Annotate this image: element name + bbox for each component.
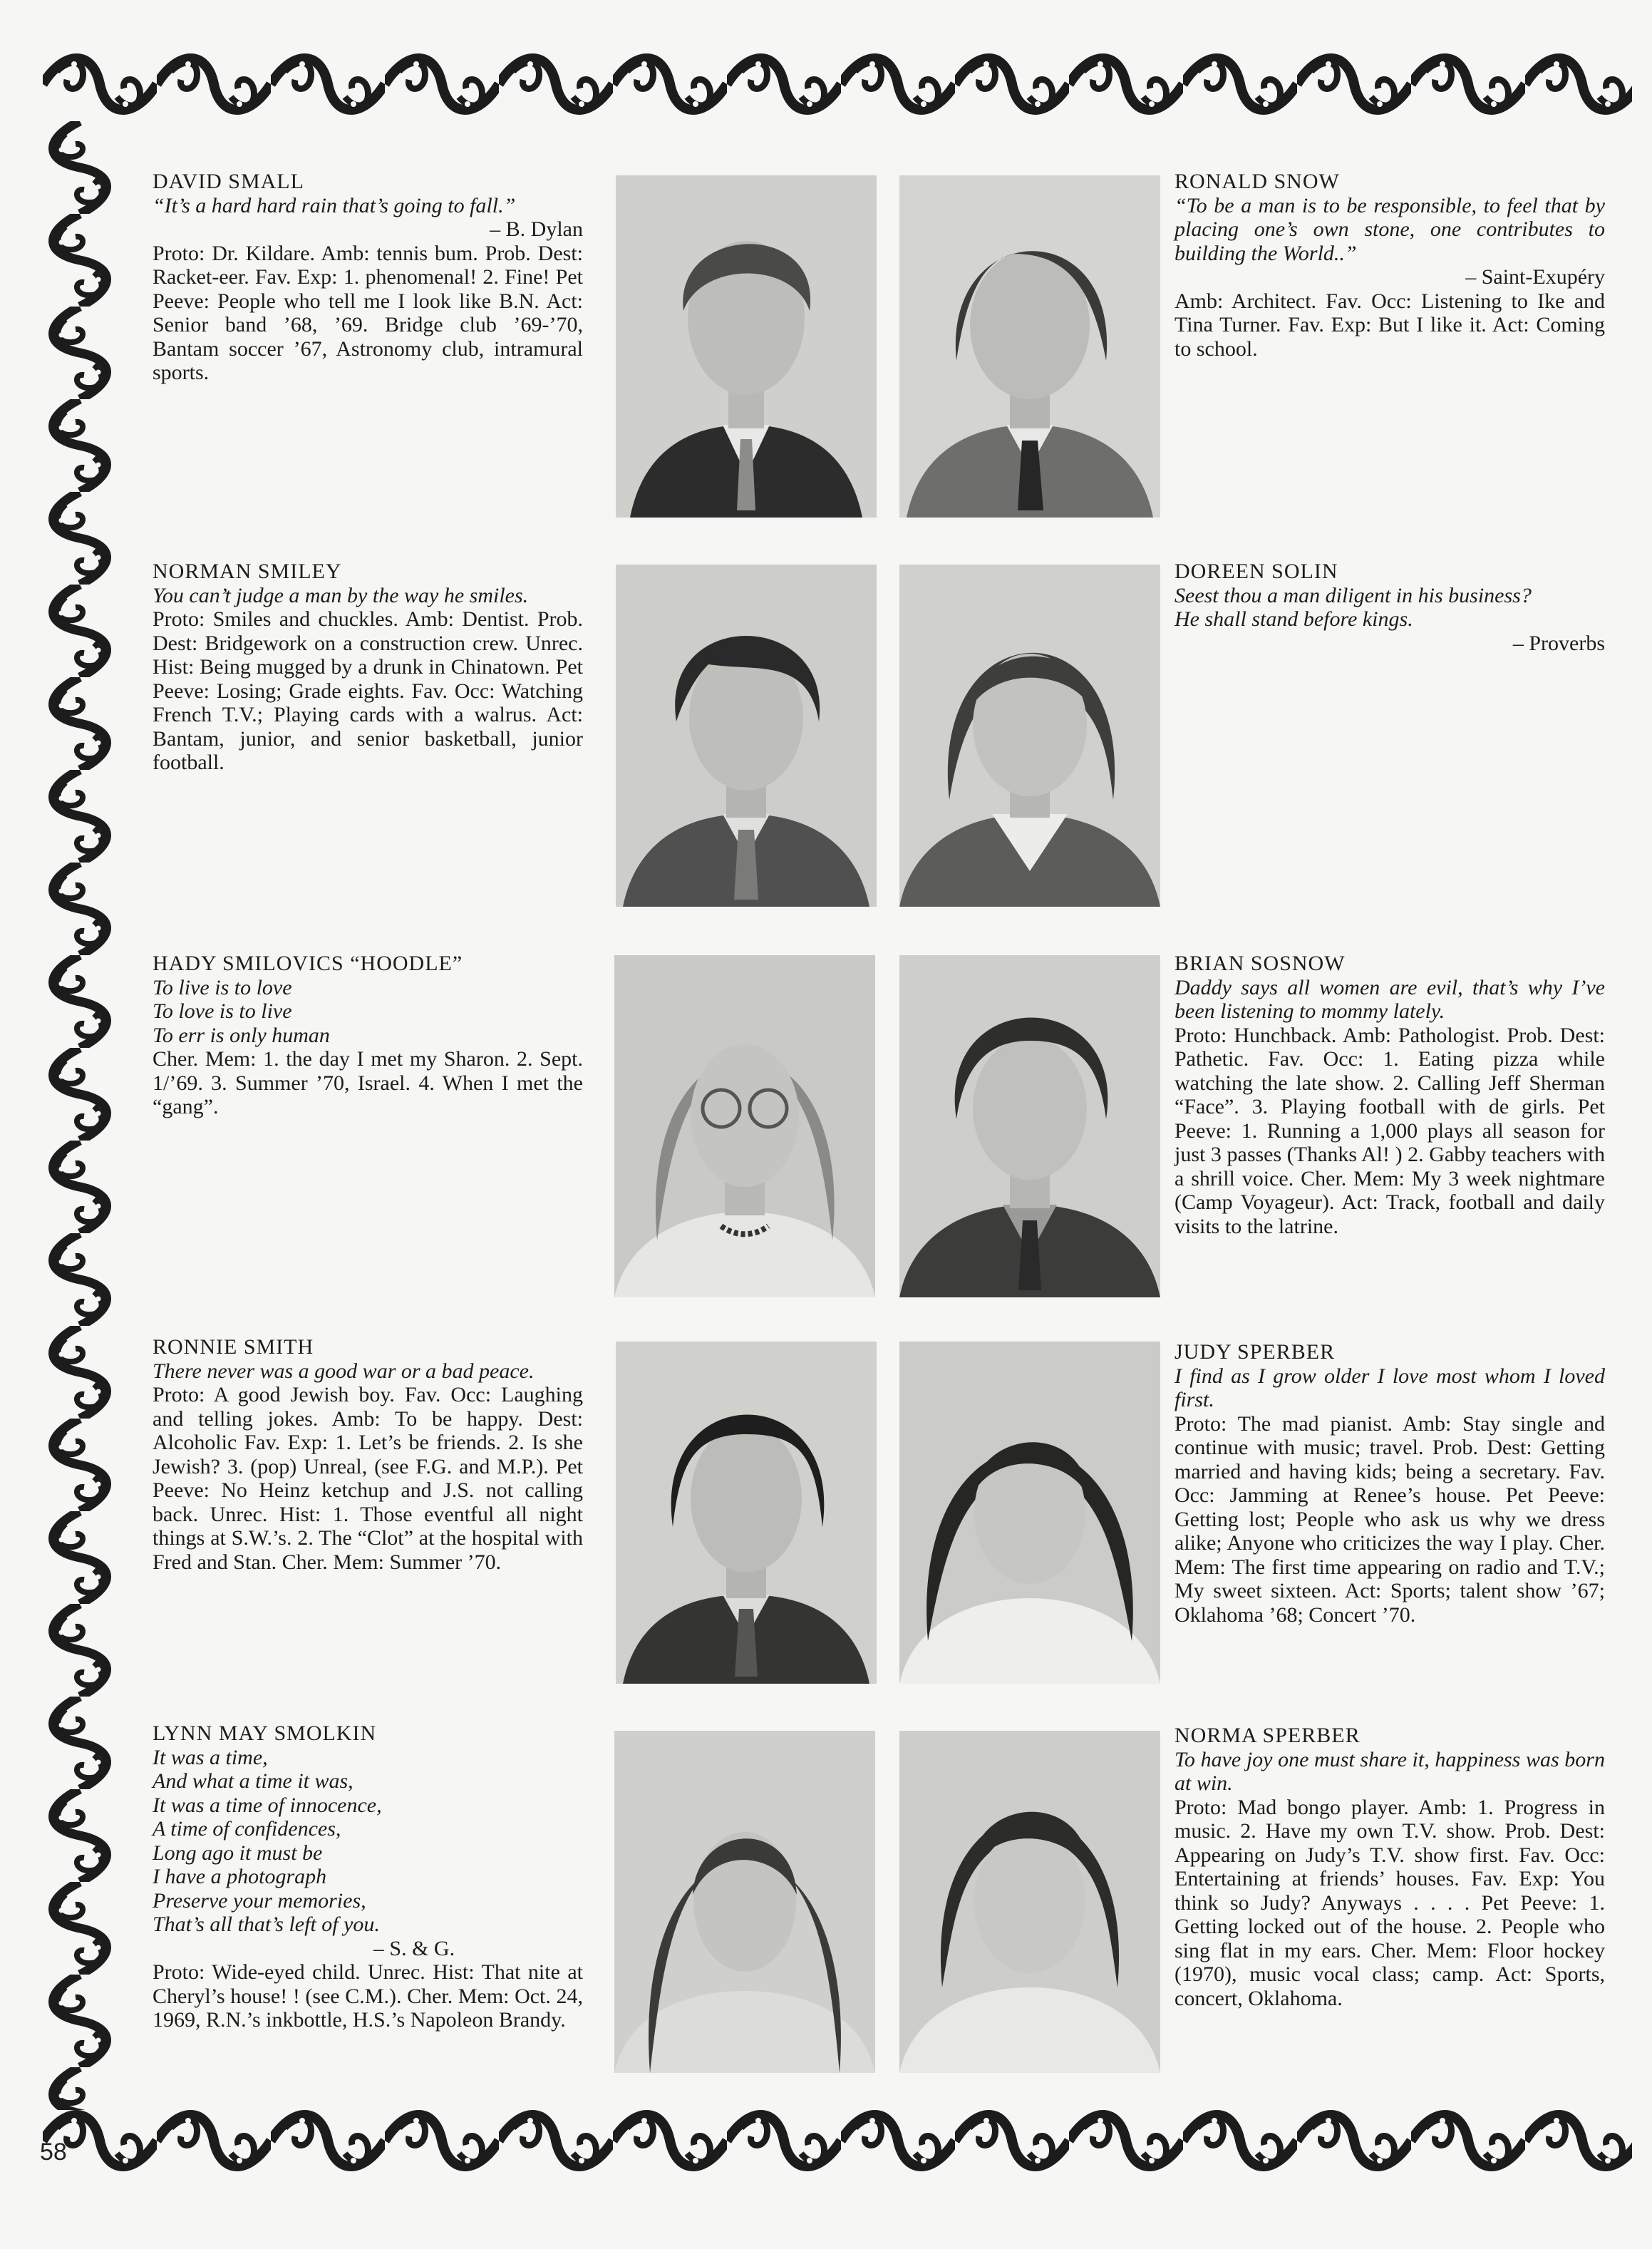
- bio-doreen-solin: [1175, 560, 1605, 655]
- bio-judy-sperber: [1175, 1340, 1605, 1627]
- portrait-photo-norma-sperber: [899, 1731, 1160, 2073]
- bio-brian-sosnow: [1175, 952, 1605, 1238]
- senior-quote-line: To love is to live: [153, 999, 292, 1023]
- bio-text: Proto: Hunchback. Amb: Pathologist. Prob. Dest: Pathetic. Fav. Occ: 1. Eating pizza while watching the late show. 2. Calling Jeff Sherman “Face”. 3. Playing football with de girls. Pet Peeve: 1. Running a 1,000 plays all season for just 3 passes (Thanks Al! ) 2. Gabby teachers with a shrill voice. Cher. Mem: My 3 week nightmare (Camp Voyageur). Act: Track, football and daily visits to the latrine.: [1175, 1023, 1605, 1238]
- bio-david-small: [153, 170, 583, 385]
- senior-quote-line: And what a time it was,: [153, 1769, 353, 1793]
- student-name: HADY SMILOVICS “HOODLE”: [153, 952, 463, 975]
- senior-quote: Daddy says all women are evil, that’s why I’ve been listening to mommy lately.: [1175, 975, 1605, 1023]
- student-name: RONNIE SMITH: [153, 1335, 314, 1359]
- student-name: DAVID SMALL: [153, 170, 304, 193]
- bio-norma-sperber: [1175, 1724, 1605, 2010]
- senior-quote: I find as I grow older I love most whom I loved first.: [1175, 1364, 1605, 1411]
- portrait-photo-ronnie-smith: [616, 1342, 877, 1684]
- senior-quote-line: Long ago it must be: [153, 1841, 323, 1865]
- senior-quote-line: It was a time of innocence,: [153, 1793, 382, 1817]
- bio-text: Proto: Mad bongo player. Amb: 1. Progress in music. 2. Have my own T.V. show. Prob. Dest: Appearing on Judy’s T.V. show first. Fav. Occ: Entertaining at friends’ houses. Fav. Exp: You think so Judy? Anyways . . . . Pet Peeve: 1. Getting locked out of the house. 2. People who sing flat in my ears. Cher. Mem: Floor hockey (1970), music vocal class; camp. Act: Sports, concert, Oklahoma.: [1175, 1795, 1605, 2010]
- senior-quote-line: It was a time,: [153, 1745, 268, 1769]
- bio-text: Proto: The mad pianist. Amb: Stay single and continue with music; travel. Prob. Dest: Getting married and having kids; being a secretary. Fav. Occ: Jamming at Renee’s house. Pet Peeve: Getting lost; People who ask us why we dress alike; Anyone who criticizes the way I play. Cher. Mem: The first time appearing on radio and T.V.; My sweet sixteen. Act: Sports; talent show ’67; Oklahoma ’68; Concert ’70.: [1175, 1411, 1605, 1627]
- senior-quote-line: To live is to love: [153, 975, 292, 999]
- bio-text: Cher. Mem: 1. the day I met my Sharon. 2. Sept. 1/’69. 3. Summer ’70, Israel. 4. When I met the “gang”.: [153, 1047, 583, 1118]
- senior-quote: There never was a good war or a bad peace.: [153, 1359, 535, 1383]
- portrait-photo-hady-smilovics: [614, 955, 875, 1297]
- portrait-photo-norman-smiley: [616, 565, 877, 907]
- senior-quote-line: That’s all that’s left of you.: [153, 1913, 380, 1936]
- senior-quote-line: I have a photograph: [153, 1865, 327, 1888]
- bio-ronnie-smith: [153, 1335, 583, 1574]
- senior-quote-line: He shall stand before kings.: [1175, 607, 1413, 631]
- ornamental-border-left: [44, 121, 115, 2110]
- senior-quote: “To be a man is to be responsible, to feel that by placing one’s own stone, one contributes to building the World..”: [1175, 193, 1605, 265]
- senior-quote-line: Preserve your memories,: [153, 1888, 366, 1913]
- student-name: NORMA SPERBER: [1175, 1724, 1361, 1747]
- bio-lynn-may-smolkin: [153, 1722, 583, 2032]
- quote-attribution: – B. Dylan: [490, 217, 583, 241]
- senior-quote-line: Seest thou a man diligent in his business?: [1175, 583, 1532, 607]
- portrait-photo-david-small: [616, 175, 877, 518]
- student-name: BRIAN SOSNOW: [1175, 952, 1346, 975]
- ornamental-border-bottom: [43, 2106, 1632, 2175]
- student-name: RONALD SNOW: [1175, 170, 1340, 193]
- portrait-photo-ronald-snow: [899, 175, 1160, 518]
- senior-quote: “It’s a hard hard rain that’s going to fall.”: [153, 193, 516, 217]
- portrait-photo-judy-sperber: [899, 1342, 1160, 1684]
- ornamental-border-top: [43, 50, 1632, 118]
- bio-hady-smilovics: [153, 952, 583, 1119]
- student-name: DOREEN SOLIN: [1175, 560, 1338, 583]
- student-name: LYNN MAY SMOLKIN: [153, 1722, 377, 1745]
- student-name: NORMAN SMILEY: [153, 560, 342, 583]
- bio-text: Amb: Architect. Fav. Occ: Listening to Ike and Tina Turner. Fav. Exp: But I like it. Act: Coming to school.: [1175, 289, 1605, 361]
- quote-attribution: – S. & G.: [373, 1936, 455, 1960]
- portrait-photo-brian-sosnow: [899, 955, 1160, 1297]
- portrait-photo-lynn-may-smolkin: [614, 1731, 875, 2073]
- bio-text: Proto: Wide-eyed child. Unrec. Hist: That nite at Cheryl’s house! ! (see C.M.). Cher. Mem: Oct. 24, 1969, R.N.’s inkbottle, H.S.’s Napoleon Brandy.: [153, 1960, 583, 2032]
- quote-attribution: – Saint-Exupéry: [1465, 265, 1605, 289]
- bio-norman-smiley: [153, 560, 583, 775]
- bio-ronald-snow: [1175, 170, 1605, 361]
- page-number: 58: [40, 2139, 67, 2166]
- senior-quote-line: A time of confidences,: [153, 1817, 341, 1841]
- quote-attribution: – Proverbs: [1512, 631, 1605, 655]
- student-name: JUDY SPERBER: [1175, 1340, 1336, 1364]
- senior-quote-line: To err is only human: [153, 1023, 330, 1047]
- bio-text: Proto: Smiles and chuckles. Amb: Dentist. Prob. Dest: Bridgework on a construction crew. Unrec. Hist: Being mugged by a drunk in Chinatown. Pet Peeve: Losing; Grade eights. Fav. Occ: Watching French T.V.; Playing cards with a walrus. Act: Bantam, junior, and senior basketball, junior football.: [153, 607, 583, 774]
- bio-text: Proto: Dr. Kildare. Amb: tennis bum. Prob. Dest: Racket-eer. Fav. Exp: 1. phenomenal! 2. Fine! Pet Peeve: People who tell me I look like B.N. Act: Senior band ’68, ’69. Bridge club ’69-’70, Bantam soccer ’67, Astronomy club, intramural sports.: [153, 241, 583, 384]
- portrait-photo-doreen-solin: [899, 565, 1160, 907]
- bio-text: Proto: A good Jewish boy. Fav. Occ: Laughing and telling jokes. Amb: To be happy. Dest: Alcoholic Fav. Exp: 1. Let’s be friends. 2. Is she Jewish? 3. (pop) Unreal, (see F.G. and M.P.). Pet Peeve: No Heinz ketchup and J.S. not calling back. Unrec. Hist: 1. Those eventful all night things at S.W.’s. 2. The “Clot” at the hospital with Fred and Stan. Cher. Mem: Summer ’70.: [153, 1383, 583, 1574]
- senior-quote: You can’t judge a man by the way he smiles.: [153, 583, 529, 607]
- senior-quote: To have joy one must share it, happiness was born at win.: [1175, 1747, 1605, 1795]
